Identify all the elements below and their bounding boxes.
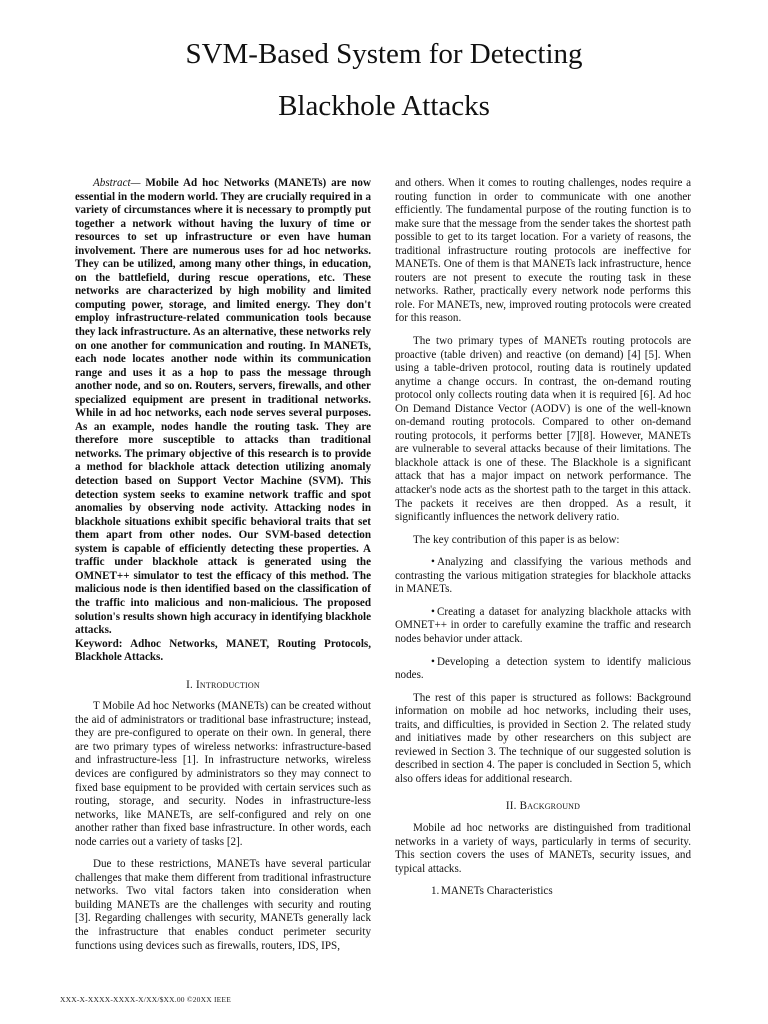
section-title-first-letter: B bbox=[519, 800, 528, 813]
left-column bbox=[75, 177, 371, 962]
section-heading-background bbox=[395, 800, 691, 814]
section-heading-introduction bbox=[75, 679, 371, 693]
paper-title bbox=[0, 28, 768, 132]
contribution-intro: The key contribution of this paper is as below: bbox=[413, 533, 620, 546]
bullet-icon: • bbox=[431, 556, 435, 569]
copyright-footer: XXX-X-XXXX-XXXX-X/XX/$XX.00 ©20XX IEEE bbox=[60, 995, 231, 1004]
abstract bbox=[75, 177, 371, 665]
section-title-rest: ackground bbox=[527, 800, 581, 813]
abstract-text: Mobile Ad hoc Networks (MANETs) are now essential in the modern world. They are crucially required in a variety of circumstances where it is necessary to promptly put together a network without having the luxury of time or resources to set up infrastructure or even have human involvement. There are numerous uses for ad hoc networks. They can be utilized, among many other things, in education, on the battlefield, during rescue operations, etc. These networks are characterized by high mobility and limited computing power, storage, and limited energy. They don't employ infrastructure-related communication tools because they lack infrastructure. As an alternative, these networks rely on one another for communication and routing. In MANETs, each node locates another node within its communication range and uses it as a hop to pass the message through another node, and so on. Routers, servers, firewalls, and other specialized equipment are present in traditional networks. While in ad hoc networks, each node serves several purposes. As an example, nodes handle the routing task. They are therefore more susceptible to attacks than traditional networks. The primary objective of this research is to provide a method for blackhole attack detection utilizing anomaly detection based on Support Vector Machine (SVM). This detection system seeks to examine network traffic and spot anomalies by observing node activity. Attacking nodes in blackhole situations exhibit specific behavioral traits that set them apart from other nodes. Our SVM-based detection system is capable of efficiently detecting these properties. A traffic under blackhole attack is generated using the OMNET++ simulator to test the efficacy of this method. The malicious node is then identified based on the classification of the traffic into malicious and non-malicious. The proposed solution's results shown high accuracy in identifying blackhole attacks. bbox=[75, 177, 371, 637]
section-number: II. bbox=[505, 800, 517, 813]
section-title-rest: ntroduction bbox=[199, 678, 260, 691]
subsection-number: 1. bbox=[431, 885, 440, 898]
section-number: I. bbox=[186, 678, 193, 691]
structure-paragraph: The rest of this paper is structured as follows: Background information on mobile ad hoc networks, including their uses, traits, and difficulties, is provided in Section 2. The related study and initiatives made by other researchers on this subject are reviewed in Section 3. The technique of our suggested solution is described in section 4. The paper is concluded in Section 5, which also offers ideas for additional research. bbox=[395, 691, 691, 785]
section-title bbox=[196, 679, 260, 691]
title-line-2: Blackhole Attacks bbox=[278, 90, 490, 122]
abstract-label: Abstract— bbox=[93, 177, 141, 189]
bullet-text: Developing a detection system to identify malicious nodes. bbox=[395, 655, 691, 682]
subsection-heading bbox=[395, 885, 691, 899]
section-title-first-letter: I bbox=[195, 678, 200, 691]
bullet-icon: • bbox=[431, 655, 435, 668]
continued-paragraph: and others. When it comes to routing challenges, nodes require a routing function in order to communicate with one another efficiently. The fundamental purpose of the routing function is to make sure that the message from the sender takes the shortest path possible to get to its target location. For a variety of reasons, the traditional infrastructure routing protocols are ineffective for MANETs. One of them is that MANETs lack infrastructure, hence routers are not present to execute the routing task in these networks. Rather, practically every network node performs this role. For MANETs, new, improved routing protocols were created for this reason. bbox=[395, 177, 691, 325]
intro-paragraph-1: T Mobile Ad hoc Networks (MANETs) can be created without the aid of administrators or traditional base infrastructure; instead, they are pre-configured to operate on their own. In general, there are two primary types of wireless networks: infrastructure-based and infrastructure-less [1]. In infrastructure networks, wireless devices are configured by administrators so they may connect to fixed base equipment to be provided with certain services such as routing, storage, and security. Nodes in infrastructure-less networks, like MANETs, are self-configured and rely on one another rather than fixed base infrastructure. In other words, each node carries out a variety of tasks [2]. bbox=[75, 700, 371, 848]
bullet-item bbox=[395, 656, 691, 683]
keywords-text: Adhoc Networks, MANET, Routing Protocols, Blackhole Attacks. bbox=[75, 637, 371, 664]
abstract-paragraph bbox=[75, 177, 371, 638]
intro-paragraph-2: Due to these restrictions, MANETs have several particular challenges that make them different from traditional infrastructure networks. Two vital factors taken into consideration when building MANETs are the challenges with security and routing [3]. Regarding challenges with security, MANETs generally lack the infrastructure that enables conduct perimeter security functions using devices such as firewalls, routers, IDS, IPS, bbox=[75, 858, 371, 952]
bullet-text: Analyzing and classifying the various methods and contrasting the various mitigation strategies for blackhole attacks in MANETs. bbox=[395, 556, 691, 596]
subsection-title: MANETs Characteristics bbox=[441, 885, 553, 898]
section-title bbox=[520, 800, 581, 812]
keywords-label: Keyword: bbox=[75, 637, 123, 650]
bullet-icon: • bbox=[431, 605, 435, 618]
routing-paragraph: The two primary types of MANETs routing protocols are proactive (table driven) and reactive (on demand) [4] [5]. When using a table-driven protocol, routing data is routinely updated anytime a change occurs. In contrast, the on-demand routing protocol only collects routing data when it is required [6]. Ad hoc On Demand Distance Vector (AODV) is one of the well-known on-demand routing protocols. Compared to other on-demand routing protocols, it performs better [7][8]. However, MANETs are vulnerable to several attacks because of their limitations. The blackhole attack is one of these. The Blackhole is a significant attack that has a major impact on network performance. The attacker's node acts as the shortest path to the target in this attack. The packets it receives are then dropped. As a result, it significantly influences the network delivery ratio. bbox=[395, 335, 691, 524]
bullet-item bbox=[395, 606, 691, 647]
right-column bbox=[395, 177, 691, 908]
keywords-paragraph bbox=[75, 638, 371, 665]
title-line-1: SVM-Based System for Detecting bbox=[185, 38, 583, 70]
background-paragraph: Mobile ad hoc networks are distinguished from traditional networks in a variety of ways, particularly in terms of security. This section covers the uses of MANETs, security issues, and typical attacks. bbox=[395, 821, 691, 875]
bullet-text: Creating a dataset for analyzing blackhole attacks with OMNET++ in order to carefully examine the traffic and research nodes behavior under attack. bbox=[395, 605, 691, 645]
bullet-item bbox=[395, 556, 691, 597]
